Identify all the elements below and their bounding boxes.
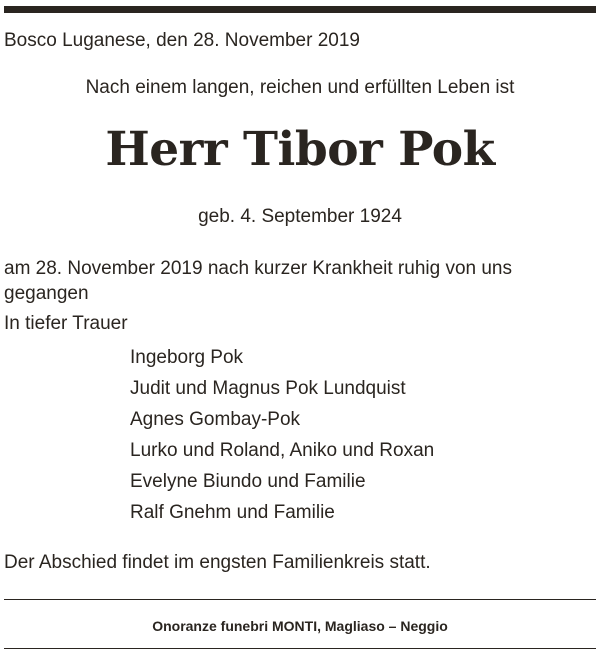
- intro-line: Nach einem langen, reichen und erfüllten Leben ist: [85, 77, 515, 98]
- footer-rule-top: [4, 599, 596, 600]
- mourner-item: Lurko und Roland, Aniko und Roxan: [130, 440, 435, 461]
- mourner-item: Ingeborg Pok: [130, 347, 244, 368]
- footer-rule-bottom: [4, 648, 596, 649]
- mourner-item: Ralf Gnehm und Familie: [130, 502, 335, 523]
- mourning-heading: In tiefer Trauer: [4, 313, 128, 334]
- mourner-item: Agnes Gombay-Pok: [130, 409, 301, 430]
- farewell-note: Der Abschied findet im engsten Familienkreis statt.: [4, 552, 431, 573]
- place-date: Bosco Luganese, den 28. November 2019: [4, 30, 360, 51]
- death-statement: am 28. November 2019 nach kurzer Krankheit ruhig von uns gegangen: [4, 258, 512, 304]
- top-rule: [4, 6, 596, 13]
- mourner-item: Judit und Magnus Pok Lundquist: [130, 378, 406, 399]
- mourner-item: Evelyne Biundo und Familie: [130, 471, 366, 492]
- deceased-name: Herr Tibor Pok: [105, 122, 495, 177]
- mourners-list: [130, 342, 434, 528]
- birth-date: geb. 4. September 1924: [198, 206, 402, 227]
- funeral-home: Onoranze funebri MONTI, Magliaso – Neggio: [152, 618, 448, 634]
